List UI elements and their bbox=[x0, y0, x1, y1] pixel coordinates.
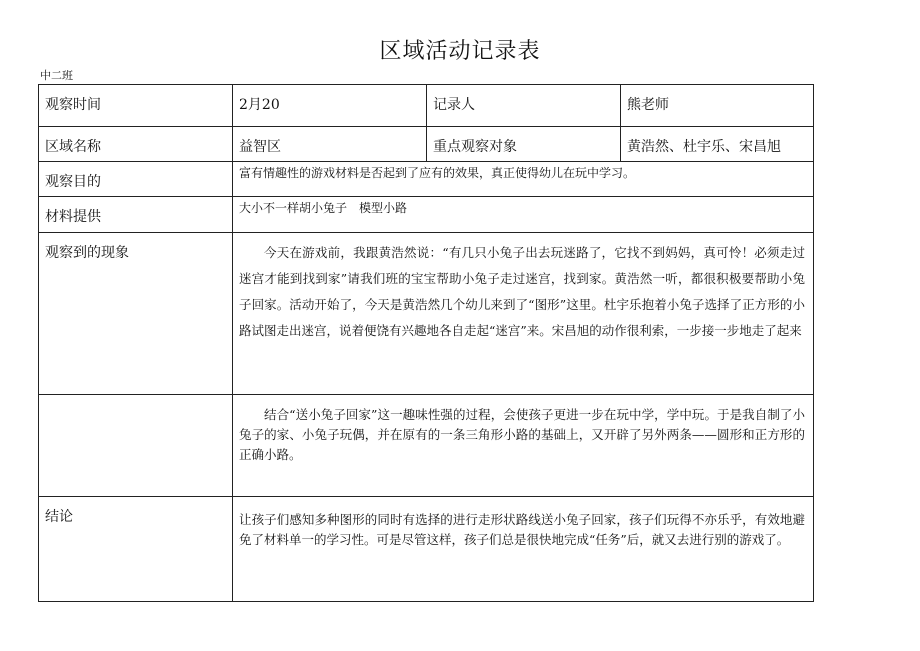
recorder-label: 记录人 bbox=[427, 85, 621, 127]
observation-label: 观察到的现象 bbox=[39, 233, 233, 395]
table-row bbox=[39, 395, 814, 497]
record-table bbox=[38, 84, 814, 602]
table-row bbox=[39, 85, 814, 127]
purpose-label: 观察目的 bbox=[39, 162, 233, 197]
area-name-label: 区域名称 bbox=[39, 127, 233, 162]
document-title: 区域活动记录表 bbox=[379, 39, 541, 64]
class-label: 中二班 bbox=[40, 69, 73, 82]
analysis-label bbox=[39, 395, 233, 497]
materials-label: 材料提供 bbox=[39, 197, 233, 233]
table-row bbox=[39, 497, 814, 602]
conclusion-label: 结论 bbox=[39, 497, 233, 602]
conclusion-text: 让孩子们感知多种图形的同时有选择的进行走形状路线送小兔子回家，孩子们玩得不亦乐乎，有效地避免了材料单一的学习性。可是尽管这样，孩子们总是很快地完成“任务”后，就又去进行别的游戏了。 bbox=[233, 497, 814, 602]
table-row bbox=[39, 127, 814, 162]
table-row bbox=[39, 233, 814, 395]
materials-value: 大小不一样胡小兔子 模型小路 bbox=[233, 197, 814, 233]
observation-text: 今天在游戏前，我跟黄浩然说：“有几只小兔子出去玩迷路了，它找不到妈妈，真可怜！必须走过迷宫才能到找到家”请我们班的宝宝帮助小兔子走过迷宫，找到家。黄浩然一听，都很积极要帮助小兔子回家。活动开始了，今天是黄浩然几个幼儿来到了“图形”这里。杜宇乐抱着小兔子选择了正方形的小路试图走出迷宫，说着便饶有兴趣地各自走起“迷宫”来。宋昌旭的动作很利索，一步接一步地走了起来 bbox=[233, 233, 814, 395]
area-name-value: 益智区 bbox=[233, 127, 427, 162]
analysis-text: 结合“送小兔子回家”这一趣味性强的过程，会使孩子更进一步在玩中学，学中玩。于是我自制了小兔子的家、小兔子玩偶，并在原有的一条三角形小路的基础上，又开辟了另外两条——圆形和正方形的正确小路。 bbox=[233, 395, 814, 497]
focus-subject-label: 重点观察对象 bbox=[427, 127, 621, 162]
observation-time-value: 2月20 bbox=[233, 85, 427, 127]
observation-time-label: 观察时间 bbox=[39, 85, 233, 127]
focus-subject-value: 黄浩然、杜宇乐、宋昌旭 bbox=[621, 127, 814, 162]
purpose-value: 富有情趣性的游戏材料是否起到了应有的效果，真正使得幼儿在玩中学习。 bbox=[233, 162, 814, 197]
table-row bbox=[39, 162, 814, 197]
table-row bbox=[39, 197, 814, 233]
recorder-value: 熊老师 bbox=[621, 85, 814, 127]
